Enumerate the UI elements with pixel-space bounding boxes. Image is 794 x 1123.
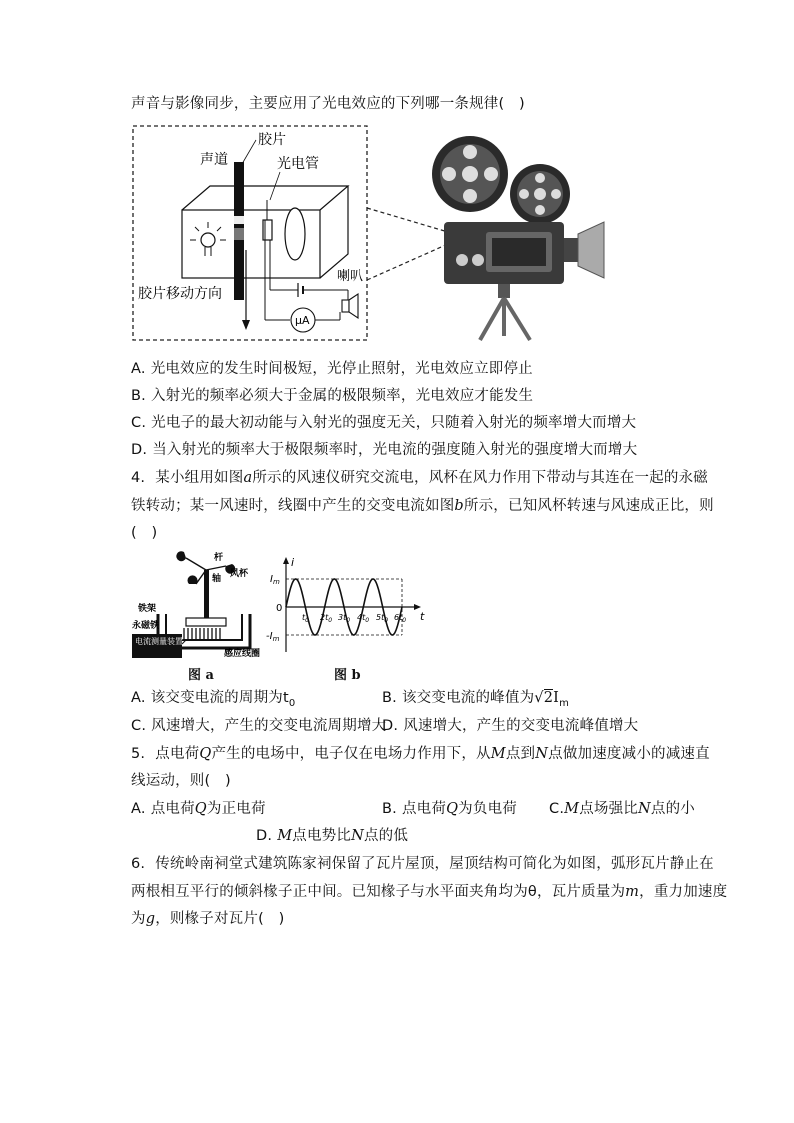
- tick-4t0: $4t_0$: [357, 613, 370, 624]
- q3-option-c[interactable]: C. 光电子的最大初动能与入射光的强度无关，只随着入射光的频率增大而增大: [131, 415, 637, 431]
- projector-icon: [432, 136, 604, 340]
- tick-6t0: $6t_0$: [394, 613, 407, 624]
- q5-stem-line1: 5. 点电荷Q产生的电场中，电子仅在电场力作用下，从M点到N点做加速度减小的减速直: [131, 746, 710, 762]
- label-magnet: 永磁铁: [132, 621, 160, 631]
- label-film: 胶片: [258, 132, 286, 148]
- label-t: t: [420, 610, 425, 623]
- tick-2t0: $2t_0$: [320, 613, 333, 624]
- q4-option-a[interactable]: A. 该交变电流的周期为$t_0$: [131, 690, 296, 709]
- q5-option-c[interactable]: C.M点场强比N点的小: [549, 801, 696, 817]
- fig-b-caption: 图 b: [334, 668, 361, 683]
- speaker-icon: [342, 294, 358, 318]
- q4-figure-b: [268, 556, 428, 656]
- q4-stem-line1: 4. 某小组用如图a所示的风速仪研究交流电，风杯在风力作用下带动与其连在一起的永磁: [131, 470, 709, 486]
- q4-option-c[interactable]: C. 风速增大，产生的交变电流周期增大: [131, 718, 387, 734]
- q5-option-d[interactable]: D. M点电势比N点的低: [256, 828, 409, 844]
- tick-3t0: $3t_0$: [338, 613, 351, 624]
- tick-t0: $t_0$: [302, 613, 309, 624]
- q5-option-a[interactable]: A. 点电荷Q为正电荷: [131, 801, 266, 817]
- q6-stem-line3: 为g，则椽子对瓦片( ): [131, 911, 285, 927]
- fig-a-caption: 图 a: [188, 668, 214, 683]
- label-phototube: 光电管: [277, 156, 319, 172]
- label-device: 电流测量装置: [135, 637, 183, 646]
- q5-option-b[interactable]: B. 点电荷Q为负电荷: [382, 801, 517, 817]
- q3-figure: [130, 120, 590, 345]
- label-soundtrack: 声道: [200, 152, 228, 168]
- q6-stem-line1: 6. 传统岭南祠堂式建筑陈家祠保留了瓦片屋顶，屋顶结构可简化为如图，弧形瓦片静止在: [131, 856, 714, 872]
- label-speaker: 喇叭: [337, 269, 364, 284]
- tick-5t0: $5t_0$: [376, 613, 389, 624]
- q4-figure-a: [130, 548, 270, 660]
- label-zero: 0: [276, 603, 283, 614]
- phototube-icon: [263, 220, 272, 240]
- label-axis: 轴: [212, 574, 222, 584]
- q4-stem-line3: ( ): [131, 525, 158, 541]
- label-coil: 感应线圈: [224, 649, 261, 659]
- q4-option-d[interactable]: D. 风速增大，产生的交变电流峰值增大: [382, 718, 639, 734]
- q3-option-b[interactable]: B. 入射光的频率必须大于金属的极限频率，光电效应才能发生: [131, 388, 534, 404]
- q5-stem-line2: 线运动，则( ): [131, 773, 231, 789]
- q4-option-b[interactable]: B. 该交变电流的峰值为$√2I_m$: [382, 690, 570, 709]
- label-cup: 风杯: [230, 569, 249, 579]
- label-meter: μA: [295, 314, 310, 327]
- label-rod: 杆: [214, 553, 224, 563]
- q4-stem-line2: 铁转动；某一风速时，线圈中产生的交变电流如图b所示，已知风杯转速与风速成正比，则: [131, 498, 714, 514]
- q3-option-d[interactable]: D. 当入射光的频率大于极限频率时，光电流的强度随入射光的强度增大而增大: [131, 442, 638, 458]
- label-i: i: [291, 556, 295, 569]
- label-im: $I_m$: [270, 574, 280, 586]
- q6-stem-line2: 两根相互平行的倾斜椽子正中间。已知椽子与水平面夹角均为θ，瓦片质量为m，重力加速度: [131, 884, 728, 900]
- label-frame: 铁架: [138, 604, 157, 614]
- label-film-direction: 胶片移动方向: [138, 286, 222, 302]
- label-neg-im: $-I_m$: [266, 631, 280, 643]
- q3-option-a[interactable]: A. 光电效应的发生时间极短，光停止照射，光电效应立即停止: [131, 361, 533, 377]
- q3-intro: 声音与影像同步，主要应用了光电效应的下列哪一条规律( ): [131, 96, 525, 112]
